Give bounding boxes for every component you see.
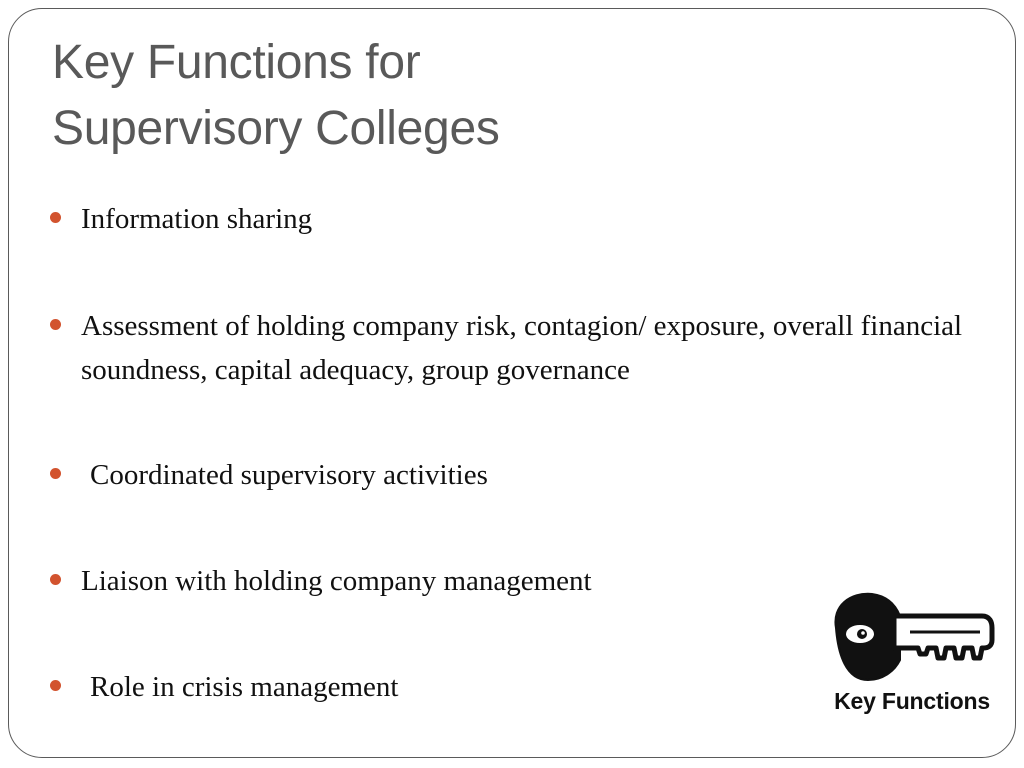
bullet-marker-icon: [50, 468, 61, 479]
bullet-marker-icon: [50, 574, 61, 585]
bullet-marker-icon: [50, 680, 61, 691]
bullet-text: Coordinated supervisory activities: [90, 459, 488, 491]
bullet-text: Assessment of holding company risk, contagion/ exposure, overall financial soundness, capital adequacy, group governance: [81, 310, 963, 386]
bullet-item: [50, 453, 980, 497]
bullet-marker-icon: [50, 319, 61, 330]
key-pupil-highlight-shape: [861, 631, 865, 635]
bullet-text: Liaison with holding company management: [81, 565, 592, 597]
logo-caption: Key Functions: [834, 688, 990, 714]
key-shaft-shape: [894, 616, 992, 658]
bullet-text: Information sharing: [81, 203, 313, 235]
title-line-1: Key Functions for: [52, 36, 421, 89]
slide-title: [52, 30, 752, 162]
bullet-marker-icon: [50, 212, 61, 223]
title-line-2: Supervisory Colleges: [52, 102, 500, 155]
bullet-item: [50, 304, 980, 392]
key-functions-logo: [818, 588, 1006, 728]
bullet-text: Role in crisis management: [90, 671, 399, 703]
bullet-item: [50, 197, 980, 241]
key-icon: [830, 590, 998, 686]
